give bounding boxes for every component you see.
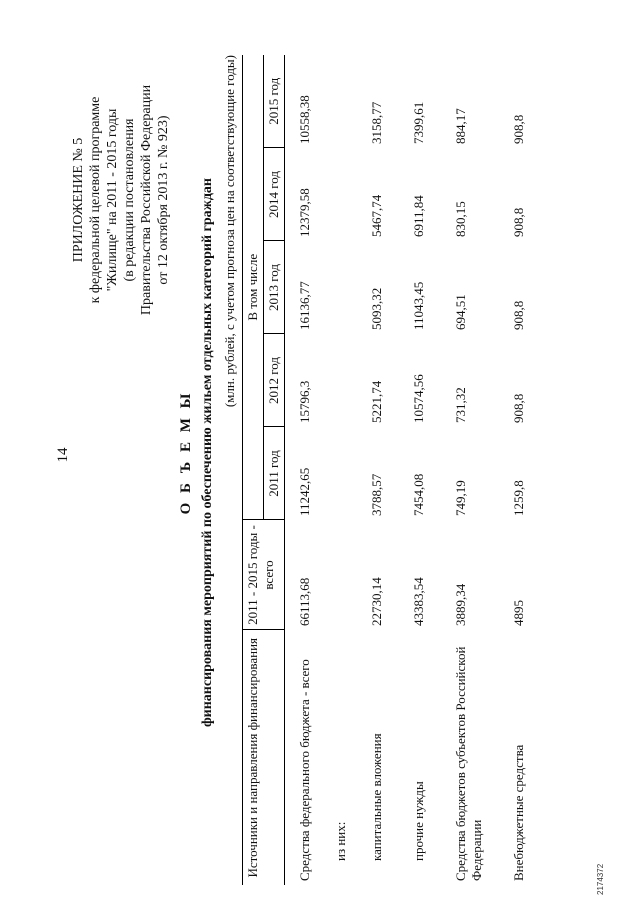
header-group: В том числе <box>243 55 264 520</box>
row-value: 7399,61 <box>411 101 426 144</box>
annex-line: Правительства Российской Федерации <box>139 84 154 316</box>
document-title: О Б Ъ Е М Ы <box>178 390 194 515</box>
row-total: 66113,68 <box>297 577 312 626</box>
row-value: 10574,56 <box>411 374 426 423</box>
row-value: 908,8 <box>511 114 526 144</box>
row-label: из них: <box>333 821 348 861</box>
row-value: 16136,77 <box>297 281 312 330</box>
header-year: 2014 год <box>264 148 285 241</box>
row-value: 5093,32 <box>369 287 384 330</box>
row-label: Средства бюджетов субъектов Российской Федерации <box>453 646 484 881</box>
row-total: 22730,14 <box>369 577 384 626</box>
row-value: 3788,57 <box>369 473 384 516</box>
row-value: 884,17 <box>453 108 468 144</box>
row-value: 908,8 <box>511 207 526 237</box>
header-year: 2013 год <box>264 241 285 334</box>
row-value: 15796,3 <box>297 380 312 423</box>
page-number: 14 <box>55 447 71 463</box>
row-value: 694,51 <box>453 294 468 330</box>
annex-line: к федеральной целевой программе <box>88 96 103 304</box>
row-value: 830,15 <box>453 201 468 237</box>
annex-block <box>70 40 172 360</box>
row-value: 10558,38 <box>297 95 312 144</box>
header-year: 2011 год <box>264 427 285 520</box>
row-value: 5221,74 <box>369 380 384 423</box>
funding-table <box>242 55 541 885</box>
row-value: 731,32 <box>453 387 468 423</box>
row-value: 5467,74 <box>369 194 384 237</box>
row-total: 43383,54 <box>411 577 426 626</box>
table-row <box>441 55 499 885</box>
annex-line: "Жилище" на 2011 - 2015 годы <box>105 108 120 292</box>
table-row <box>357 55 399 885</box>
row-value: 749,19 <box>453 480 468 516</box>
table-row <box>399 55 441 885</box>
table-row <box>327 55 357 885</box>
table-row <box>285 55 328 885</box>
row-value: 6911,84 <box>411 195 426 237</box>
row-value: 908,8 <box>511 300 526 330</box>
row-total: 4895 <box>511 600 526 626</box>
annex-line: от 12 октября 2013 г. № 923) <box>156 115 171 285</box>
row-value: 3158,77 <box>369 101 384 144</box>
row-total: 3889,34 <box>453 583 468 626</box>
row-value: 7454,08 <box>411 473 426 516</box>
row-value: 11242,65 <box>297 467 312 516</box>
document-subtitle: финансирования мероприятий по обеспечению жильем отдельных категорий граждан <box>200 178 215 728</box>
header-year: 2015 год <box>264 55 285 148</box>
annex-line: (в редакции постановления <box>122 118 137 282</box>
row-value: 12379,58 <box>297 188 312 237</box>
header-source: Источники и направления финансирования <box>243 630 285 885</box>
document-stamp-number: 2174372 <box>596 863 605 895</box>
row-label: капитальные вложения <box>369 733 384 861</box>
header-total: 2011 - 2015 годы - всего <box>243 520 285 630</box>
table-row <box>499 55 541 885</box>
row-value: 908,8 <box>511 393 526 423</box>
header-year: 2012 год <box>264 334 285 427</box>
row-value: 1259,8 <box>511 480 526 516</box>
row-label: прочие нужды <box>411 781 426 861</box>
units-note: (млн. рублей, с учетом прогноза цен на соответствующие годы) <box>222 55 237 408</box>
row-value: 11043,45 <box>411 281 426 330</box>
annex-line: ПРИЛОЖЕНИЕ № 5 <box>71 137 86 263</box>
row-label: Средства федерального бюджета - всего <box>297 659 312 881</box>
row-label: Внебюджетные средства <box>511 744 526 881</box>
